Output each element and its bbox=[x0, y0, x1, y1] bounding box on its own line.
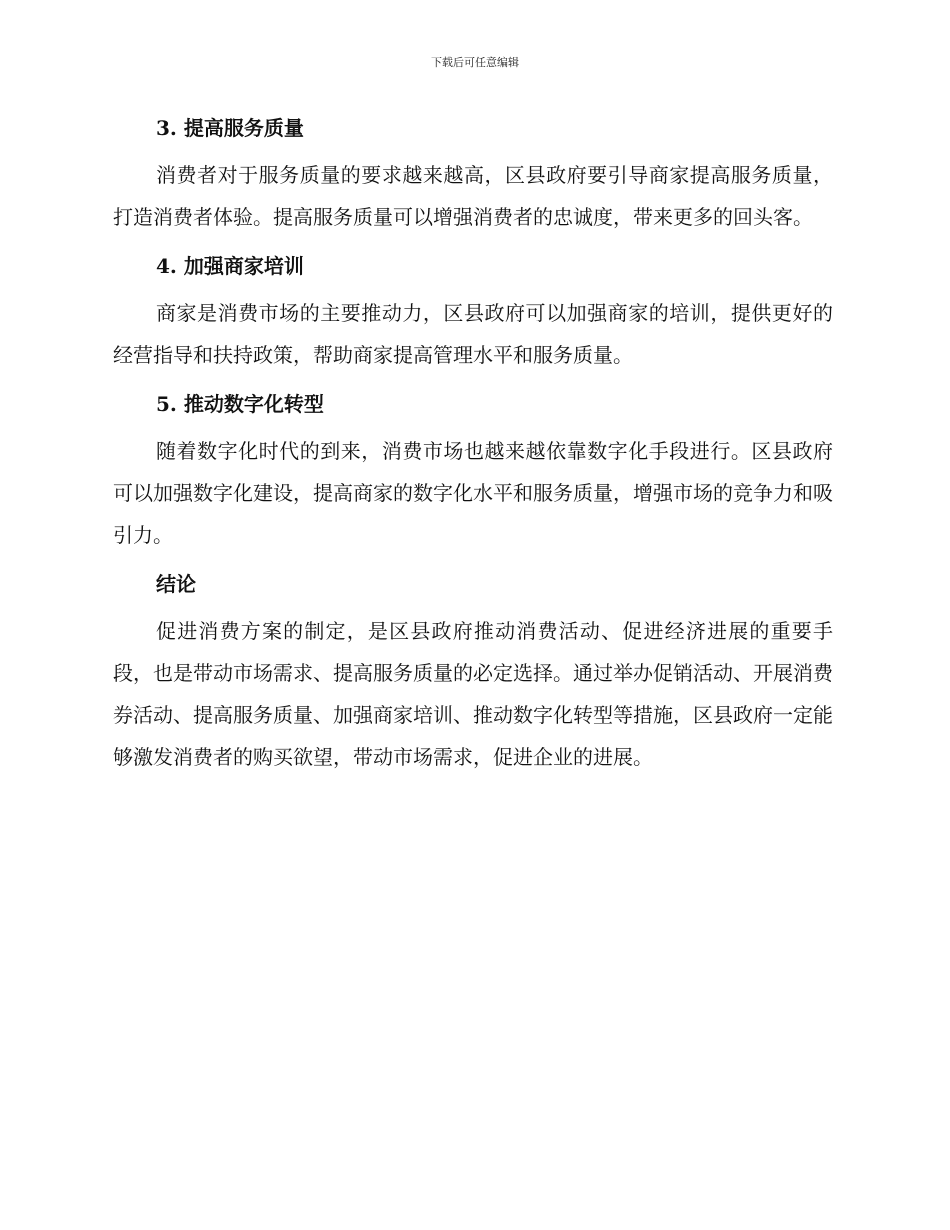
section-service-quality bbox=[113, 110, 833, 238]
section-heading: 5. 推动数字化转型 bbox=[156, 392, 324, 416]
section-conclusion bbox=[113, 566, 833, 778]
section-paragraph: 促进消费方案的制定，是区县政府推动消费活动、促进经济进展的重要手段，也是带动市场需求、提高服务质量的必定选择。通过举办促销活动、开展消费券活动、提高服务质量、加强商家培训、推动数字化转型等措施，区县政府一定能够激发消费者的购买欲望，带动市场需求，促进企业的进展。 bbox=[113, 619, 833, 769]
section-heading: 4. 加强商家培训 bbox=[156, 254, 304, 278]
section-heading: 3. 提高服务质量 bbox=[156, 116, 304, 140]
section-paragraph: 消费者对于服务质量的要求越来越高，区县政府要引导商家提高服务质量，打造消费者体验。提高服务质量可以增强消费者的忠诚度，带来更多的回头客。 bbox=[113, 163, 833, 229]
section-merchant-training bbox=[113, 248, 833, 376]
document-body bbox=[113, 110, 833, 788]
section-digital-transformation bbox=[113, 386, 833, 556]
section-heading: 结论 bbox=[156, 572, 196, 596]
section-paragraph: 商家是消费市场的主要推动力，区县政府可以加强商家的培训，提供更好的经营指导和扶持政策，帮助商家提高管理水平和服务质量。 bbox=[113, 301, 833, 367]
page-header-note: 下载后可任意编辑 bbox=[431, 56, 519, 69]
section-paragraph: 随着数字化时代的到来，消费市场也越来越依靠数字化手段进行。区县政府可以加强数字化建设，提高商家的数字化水平和服务质量，增强市场的竞争力和吸引力。 bbox=[113, 439, 833, 547]
